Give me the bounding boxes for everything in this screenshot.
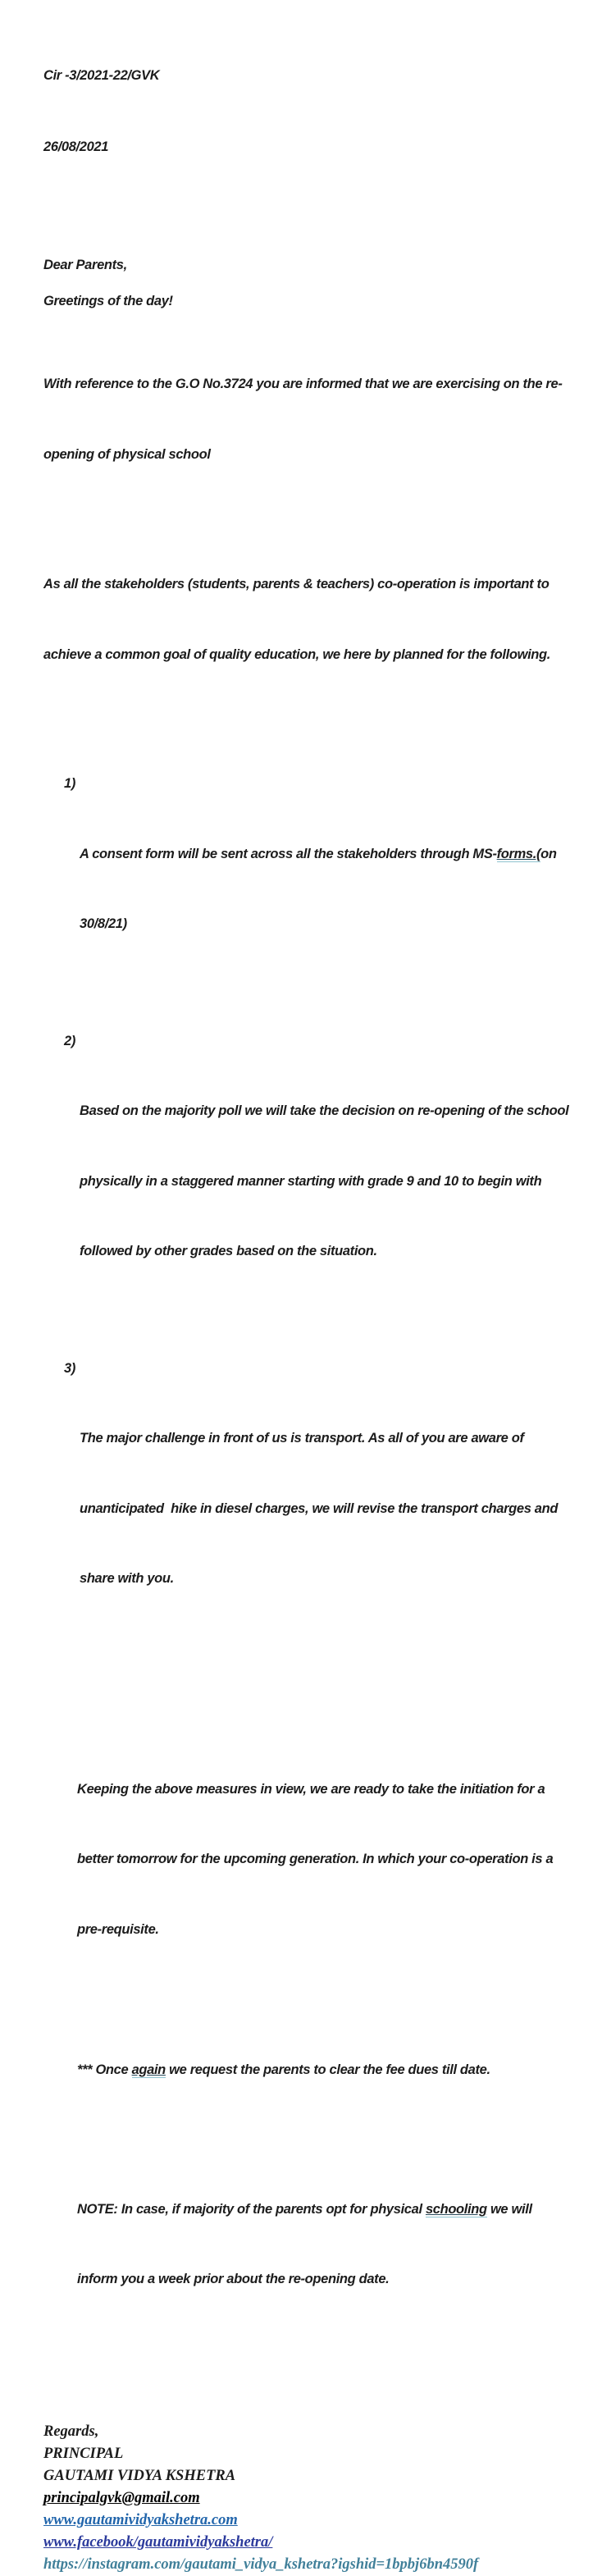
circular-header — [43, 16, 571, 206]
facebook-link[interactable]: www.facebook/gautamividyakshetra/ — [43, 2533, 273, 2551]
list-marker: 1) — [64, 776, 75, 791]
underlined-word: forms.( — [496, 846, 541, 861]
underlined-word: schooling — [425, 2201, 487, 2217]
paragraph-line: better tomorrow for the upcoming generation. In which your co-operation is a — [77, 1852, 554, 1866]
paragraph-line: pre-requisite. — [77, 1921, 159, 1937]
list-item-line: Based on the majority poll we will take the decision on re-opening of the school — [80, 1103, 569, 1118]
list-item-line: unanticipated hike in diesel charges, we will revise the transport charges and — [80, 1500, 559, 1516]
list-marker: 3) — [64, 1360, 75, 1376]
signer-role: PRINCIPAL — [43, 2445, 124, 2462]
list-item-majority-poll — [43, 1030, 571, 1310]
website-link[interactable]: www.gautamividyakshetra.com — [43, 2511, 238, 2528]
circular-date: 26/08/2021 — [43, 139, 109, 154]
greeting-line: Greetings of the day! — [43, 294, 173, 308]
list-item-line: The major challenge in front of us is transport. As all of you are aware of — [80, 1431, 524, 1446]
paragraph-stakeholders — [43, 526, 571, 713]
instagram-link[interactable]: https://instagram.com/gautami_vidya_kshetra?igshid=1bpbj6bn4590f — [43, 2555, 479, 2573]
paragraph-text: we will — [486, 2201, 532, 2217]
underlined-word: again — [131, 2062, 166, 2077]
paragraph-line: inform you a week prior about the re-opening date. — [77, 2272, 390, 2286]
school-name: GAUTAMI VIDYA KSHETRA — [43, 2467, 236, 2484]
list-item-line: share with you. — [80, 1571, 174, 1586]
list-item-line: 30/8/21) — [80, 916, 127, 931]
list-marker: 2) — [64, 1033, 75, 1048]
paragraph-line: Keeping the above measures in view, we are ready to take the initiation for a — [77, 1781, 545, 1797]
circular-number: Cir -3/2021-22/GVK — [43, 68, 160, 83]
paragraph-line: opening of physical school — [43, 446, 211, 462]
paragraph-line — [77, 2058, 571, 2082]
salutation: Dear Parents, — [43, 258, 127, 272]
list-item-consent-form — [43, 772, 571, 983]
paragraph-text: *** Once — [77, 2062, 132, 2077]
paragraph-line: As all the stakeholders (students, parents & teachers) co-operation is important to — [43, 577, 550, 591]
paragraph-note — [77, 2151, 571, 2338]
paragraph-line — [77, 2198, 571, 2222]
paragraph-reference — [43, 326, 571, 513]
list-item-transport — [43, 1357, 571, 1637]
regards-line: Regards, — [43, 2423, 99, 2440]
paragraph-line: achieve a common goal of quality education, we here by planned for the following. — [43, 646, 550, 662]
signature-block — [43, 2421, 571, 2576]
list-item-line: physically in a staggered manner starting with grade 9 and 10 to begin with — [80, 1173, 542, 1189]
list-item-text: on — [540, 846, 557, 861]
email-link[interactable]: principalgvk@gmail.com — [43, 2489, 200, 2506]
paragraph-line: With reference to the G.O No.3724 you are informed that we are exercising on the re- — [43, 377, 563, 391]
paragraph-text: NOTE: In case, if majority of the parents opt for physical — [77, 2201, 426, 2217]
list-item-line — [80, 843, 571, 866]
paragraph-text: we request the parents to clear the fee dues till date. — [165, 2062, 490, 2077]
paragraph-fee-dues — [77, 2012, 571, 2129]
list-item-text: A consent form will be sent across all the stakeholders through MS- — [80, 846, 497, 861]
numbered-list — [43, 725, 571, 1684]
list-item-line: followed by other grades based on the situation. — [80, 1244, 377, 1258]
paragraph-keeping-measures — [77, 1731, 571, 1989]
